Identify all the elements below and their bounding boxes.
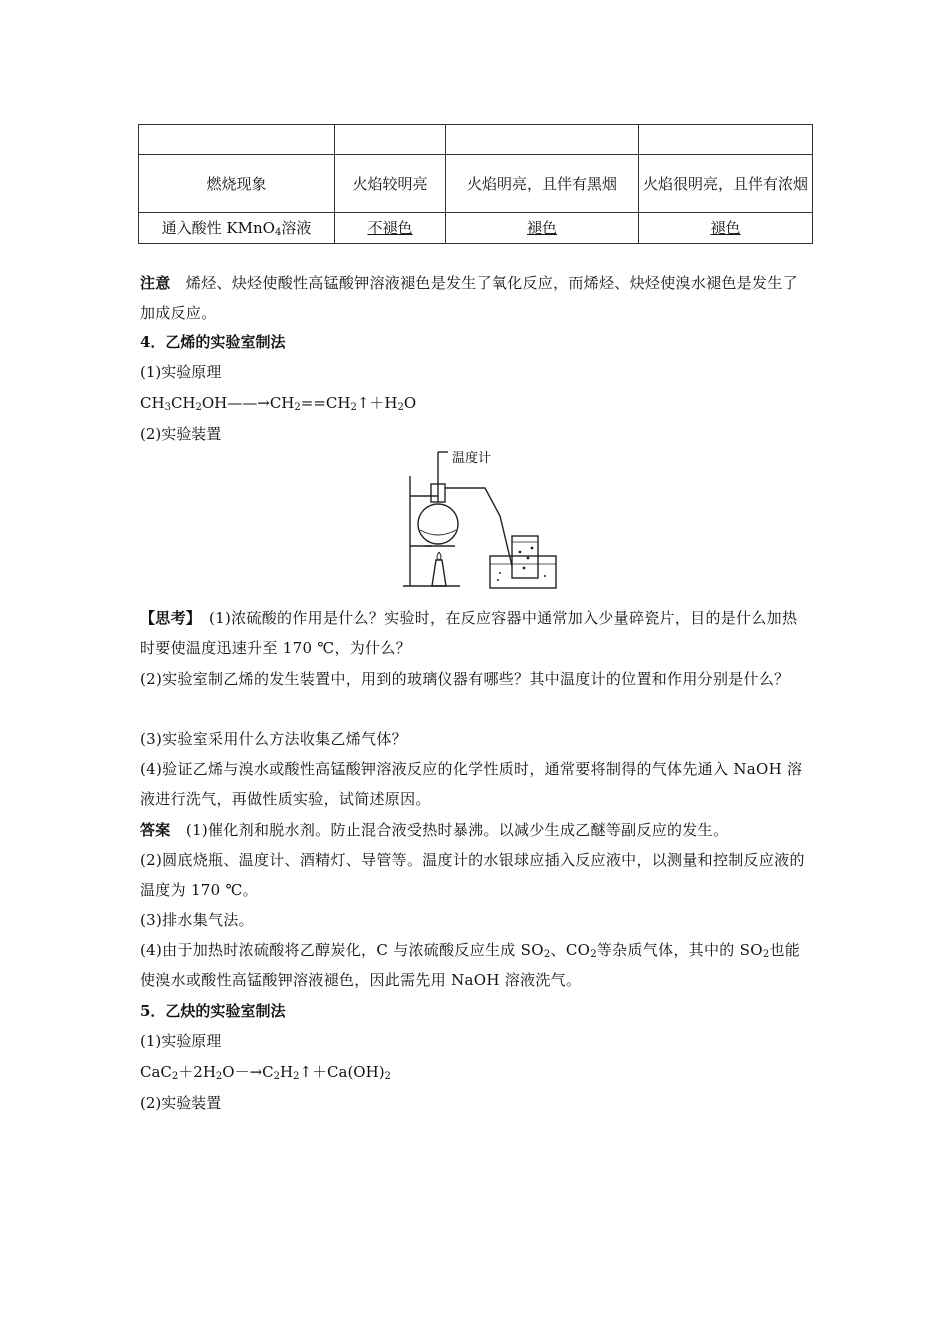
section-4-apparatus: (2)实验装置 xyxy=(140,425,222,443)
table-cell: 火焰明亮，且伴有黑烟 xyxy=(446,155,639,213)
table-cell: 火焰很明亮，且伴有浓烟 xyxy=(639,155,813,213)
table-cell xyxy=(639,213,813,244)
table-cell xyxy=(139,213,335,244)
underlined-answer: 褪色 xyxy=(526,219,557,237)
answer-a4: (4)由于加热时浓硫酸将乙醇炭化，C 与浓硫酸反应生成 $SO_2$、$CO_2$等杂质气体，其中的 $SO_2$也能使溴水或酸性高锰酸钾溶液褪色，因此需先用 NaOH 溶液洗气。 xyxy=(140,941,801,989)
table-cell xyxy=(639,125,813,155)
think-q1: 【思考】 (1)浓硫酸的作用是什么？实验时，在反应容器中通常加入少量碎瓷片，目的是什么加热时要使温度迅速升至 170 ℃，为什么？ xyxy=(140,609,798,657)
underlined-answer: 不褪色 xyxy=(367,219,413,237)
acetylene-equation: $CaC_2+2H_2O-\to C_2H_2↑+Ca(OH)_2$ xyxy=(140,1063,391,1082)
think-q3: (3)实验室采用什么方法收集乙烯气体？ xyxy=(140,730,407,748)
think-q4: (4)验证乙烯与溴水或酸性高锰酸钾溶液反应的化学性质时，通常要将制得的气体先通入 NaOH 溶液进行洗气，再做性质实验，试简述原因。 xyxy=(140,760,803,808)
answer-label: 答案 xyxy=(140,821,171,839)
round-bottom-flask xyxy=(418,504,458,544)
think-q2: (2)实验室制乙烯的发生装置中，用到的玻璃仪器有哪些？其中温度计的位置和作用分别是什么？ xyxy=(140,670,790,688)
table-row xyxy=(139,125,813,155)
think-label: 【思考】 xyxy=(140,609,194,627)
table-cell xyxy=(446,213,639,244)
section-5-principle: (1)实验原理 xyxy=(140,1032,222,1050)
table-cell xyxy=(335,125,446,155)
row-label: 溶液 xyxy=(281,219,312,237)
section-5-title: 5．乙炔的实验室制法 xyxy=(140,1002,286,1020)
table-cell: 燃烧现象 xyxy=(139,155,335,213)
section-5-apparatus: (2)实验装置 xyxy=(140,1094,222,1112)
answer-a3: (3)排水集气法。 xyxy=(140,911,254,929)
ethylene-equation: $CH_3CH_2OH——\to CH_2==CH_2↑+H_2O$ xyxy=(140,394,417,413)
note-text: 烯烃、炔烃使酸性高锰酸钾溶液褪色是发生了氧化反应，而烯烃、炔烃使溴水褪色是发生了加成反应。 xyxy=(140,274,798,322)
table-cell xyxy=(446,125,639,155)
subscript: 4 xyxy=(274,227,282,238)
table-cell xyxy=(335,213,446,244)
thermometer-label: 温度计 xyxy=(452,451,492,466)
section-4-title: 4．乙烯的实验室制法 xyxy=(140,333,286,351)
table-row xyxy=(139,155,813,213)
alcohol-lamp xyxy=(432,560,446,586)
table-cell: 火焰较明亮 xyxy=(335,155,446,213)
water-trough xyxy=(490,556,556,588)
hydrocarbon-properties-table xyxy=(138,124,813,244)
row-label: 通入酸性 KMnO xyxy=(161,219,275,237)
underlined-answer: 褪色 xyxy=(710,219,741,237)
section-4-principle: (1)实验原理 xyxy=(140,363,222,381)
table-row xyxy=(139,213,813,244)
answer-a1: 答案 (1)催化剂和脱水剂。防止混合液受热时暴沸。以减少生成乙醚等副反应的发生。 xyxy=(140,821,729,839)
delivery-tube xyxy=(445,488,512,566)
answer-a2: (2)圆底烧瓶、温度计、酒精灯、导管等。温度计的水银球应插入反应液中，以测量和控制反应液的温度为 170 ℃。 xyxy=(140,851,805,899)
ethylene-apparatus-figure xyxy=(400,448,560,593)
table-cell xyxy=(139,125,335,155)
note-label: 注意 xyxy=(140,274,171,292)
note-paragraph xyxy=(140,268,812,328)
